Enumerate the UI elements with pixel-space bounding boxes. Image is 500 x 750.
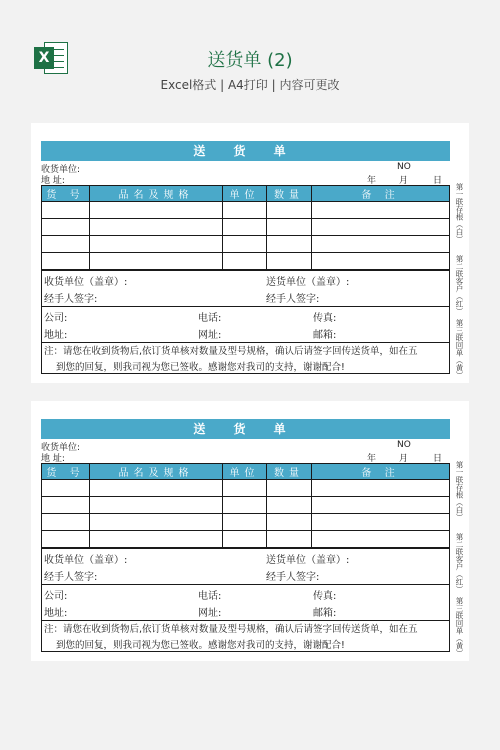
email-label: 邮箱: [313, 608, 337, 619]
delivery-form-card-1 [31, 123, 469, 383]
day-label: 日 [433, 176, 443, 186]
table-row [42, 219, 450, 236]
col-remarks: 备 注 [312, 186, 450, 202]
form-title: 送 货 单 [41, 419, 450, 439]
info-section [41, 270, 450, 374]
note-text [44, 344, 454, 376]
handler-sign-left: 经手人签字: [44, 294, 98, 305]
info-section [41, 548, 450, 652]
fax-label: 传真: [313, 591, 337, 602]
col-quantity: 数量 [267, 186, 312, 202]
col-name-spec: 品名及规格 [90, 186, 223, 202]
month-label: 月 [399, 176, 409, 186]
website-label: 网址: [198, 608, 222, 619]
month-label: 月 [399, 454, 409, 464]
address-field-label: 地址: [44, 608, 68, 619]
col-remarks: 备 注 [312, 464, 450, 480]
handler-sign-left: 经手人签字: [44, 572, 98, 583]
form-title: 送 货 单 [41, 141, 450, 161]
handler-sign-right: 经手人签字: [266, 572, 320, 583]
sender-seal-label: 送货单位（盖章）: [266, 555, 350, 566]
note-line-1: 注：请您在收到货物后,依订货单核对数量及型号规格，确认后请签字回传送货单，如在五 [44, 624, 418, 635]
col-item-no: 货 号 [42, 464, 90, 480]
receiver-label: 收货单位: [41, 443, 81, 453]
page-header [0, 0, 500, 110]
website-label: 网址: [198, 330, 222, 341]
note-line-1: 注：请您在收到货物后,依订货单核对数量及型号规格，确认后请签字回传送货单，如在五 [44, 346, 418, 357]
address-field-label: 地址: [44, 330, 68, 341]
no-label: NO [397, 162, 411, 172]
side-note-copy2: 第二联客户（红） [455, 533, 464, 593]
fax-label: 传真: [313, 313, 337, 324]
side-note-copy1: 第一联存根（白） [455, 183, 464, 243]
year-label: 年 [367, 454, 377, 464]
table-row [42, 480, 450, 497]
company-label: 公司: [44, 313, 68, 324]
table-row [42, 514, 450, 531]
col-quantity: 数量 [267, 464, 312, 480]
email-label: 邮箱: [313, 330, 337, 341]
year-label: 年 [367, 176, 377, 186]
table-row [42, 202, 450, 219]
items-table [41, 185, 450, 270]
col-name-spec: 品名及规格 [90, 464, 223, 480]
table-row [42, 497, 450, 514]
side-note-copy1: 第一联存根（白） [455, 461, 464, 521]
company-label: 公司: [44, 591, 68, 602]
side-note-copy3: 第三联回单（黄） [455, 597, 464, 657]
no-label: NO [397, 440, 411, 450]
table-row [42, 236, 450, 253]
table-row [42, 531, 450, 548]
phone-label: 电话: [198, 313, 222, 324]
receiver-seal-label: 收货单位（盖章）: [44, 277, 128, 288]
table-row [42, 253, 450, 270]
note-line-2: 到您的回复，则我司视为您已签收。感谢您对我司的支持，谢谢配合! [56, 362, 345, 373]
side-note-copy2: 第二联客户（红） [455, 255, 464, 315]
receiver-label: 收货单位: [41, 165, 81, 175]
col-unit: 单位 [223, 186, 267, 202]
page-subtitle: Excel格式 | A4打印 | 内容可更改 [160, 78, 340, 92]
handler-sign-right: 经手人签字: [266, 294, 320, 305]
phone-label: 电话: [198, 591, 222, 602]
delivery-form-card-2 [31, 401, 469, 661]
table-header-row [42, 464, 450, 480]
day-label: 日 [433, 454, 443, 464]
table-header-row [42, 186, 450, 202]
address-label: 地 址: [41, 454, 65, 464]
items-table [41, 463, 450, 548]
col-unit: 单位 [223, 464, 267, 480]
note-line-2: 到您的回复，则我司视为您已签收。感谢您对我司的支持，谢谢配合! [56, 640, 345, 651]
page-title: 送货单 (2) [207, 50, 293, 71]
address-label: 地 址: [41, 176, 65, 186]
note-text [44, 622, 454, 654]
excel-badge: X [34, 47, 54, 69]
receiver-seal-label: 收货单位（盖章）: [44, 555, 128, 566]
sender-seal-label: 送货单位（盖章）: [266, 277, 350, 288]
col-item-no: 货 号 [42, 186, 90, 202]
side-note-copy3: 第三联回单（黄） [455, 319, 464, 379]
